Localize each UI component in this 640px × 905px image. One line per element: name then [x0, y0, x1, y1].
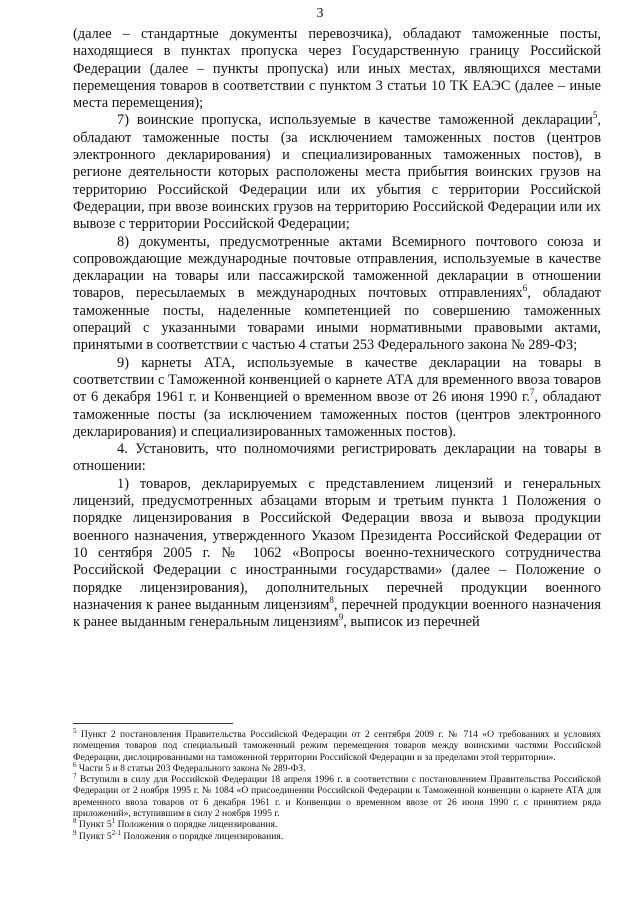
paragraph-text: 4. Установить, что полномочиями регистрировать декларации на товары в отношении:: [73, 441, 601, 475]
footnote-ref: 5: [592, 110, 598, 121]
footnote-ref: 9: [338, 612, 344, 623]
footnotes: [73, 726, 601, 842]
footnote: [73, 726, 601, 763]
paragraph-item-9: [73, 355, 601, 441]
body-text: [73, 26, 601, 631]
paragraph-text: 7) воинские пропуска, используемые в качестве таможенной декларации: [117, 112, 593, 129]
footnote-text: Пункт 2 постановления Правительства Российской Федерации от 2 сентября 2009 г. № 714 «О требованиях и условиях помещения товаров под специальный таможенный режим перемещения товаров между воинскими частями Российской Федерации, дислоцированными на таможенной территории Российской Федерации и за пределами этой территории».: [73, 729, 601, 763]
paragraph-section-4: [73, 441, 601, 476]
paragraph-text: 8) документы, предусмотренные актами Всемирного почтового союза и сопровождающие международные почтовые отправления, используемые в качестве декларации на товары или пассажирской таможенной декларации в отношении товаров, пересылаемых в международных почтовых отправлениях: [73, 233, 601, 302]
paragraph-item-8: [73, 234, 601, 355]
footnote-superscript: 2-1: [111, 828, 122, 837]
paragraph-text: (далее – стандартные документы перевозчика), обладают таможенные посты, находящиеся в пунктах пропуска через Государственную границу Российской Федерации (далее – пункты пропуска) или иных местах, являющихся местами перемещения товаров в соответствии с пунктом 3 статьи 10 ТК ЕАЭС (далее – иные места перемещения);: [73, 26, 601, 112]
footnote-text: Пункт 5: [76, 830, 112, 842]
footnote-mark: 5: [73, 726, 77, 735]
footnote-ref: 7: [529, 387, 535, 398]
paragraph-item-7: [73, 112, 601, 233]
footnote-mark: 9: [73, 828, 77, 837]
paragraph-text: 1) товаров, декларируемых с представлением лицензий и генеральных лицензий, предусмотренных абзацами вторым и третьим пункта 1 Положения о порядке лицензирования в Российской Федерации ввоза и вывоза продукции военного назначения, утвержденного Указом Президента Российской Федерации от 10 сентября 2005 г. № 1062 «Вопросы военно-технического сотрудничества Российской Федерации с иностранными государствами» (далее – Положение о порядке лицензирования), дополнительных перечней продукции военного назначения к ранее выданным лицензиям: [73, 475, 601, 613]
footnote-text: Вступили в силу для Российской Федерации 18 апреля 1996 г. в соответствии с постановлением Правительства Российской Федерации от 2 ноября 1995 г. № 1084 «О присоединении Российской Федерации к Таможенной конвенции о карнете АТА для временного ввоза товаров от 6 декабря 1961 г. и Конвенции о временном ввозе от 26 июня 1990 г. с принятием ряда приложений», вступившим в силу 2 ноября 1995 г.: [73, 774, 601, 820]
paragraph-text: 9) карнеты АТА, используемые в качестве декларации на товары в соответствии с Таможенной конвенцией о карнете АТА для временного ввоза товаров от 6 декабря 1961 г. и Конвенцией о временном ввозе от 26 июня 1990 г.: [73, 354, 601, 406]
footnote: [73, 760, 601, 774]
footnote-mark: 6: [73, 760, 77, 769]
footnote-text-tail: Положения о порядке лицензирования.: [121, 830, 284, 842]
footnote-text: Пункт 5: [76, 819, 112, 831]
paragraph-text-tail: , выписок из перечней: [343, 614, 480, 631]
footnote: [73, 828, 601, 842]
footnote-mark: 8: [73, 817, 77, 826]
paragraph-item-1: [73, 476, 601, 632]
footnote-text: Части 5 и 8 статьи 203 Федерального закона № 289-ФЗ.: [76, 762, 306, 774]
paragraph-continuation: [73, 26, 601, 112]
footnote-ref: 8: [329, 595, 334, 605]
footnote-text-tail: Положения о порядке лицензирования.: [115, 819, 278, 831]
footnote-ref: 6: [522, 283, 528, 294]
paragraph-text-tail: , обладают таможенные посты (за исключением таможенных постов (центров электронного декларирования) и специализированных таможенных постов).: [73, 389, 601, 440]
paragraph-text-tail: , перечней продукции военного назначения к ранее выданным генеральным лицензиям: [73, 596, 601, 631]
footnote: [73, 774, 601, 819]
footnote-superscript: 1: [111, 817, 116, 826]
paragraph-text-tail: , обладают таможенные посты (за исключением таможенных постов (центров электронного декларирования) и специализированных таможенных постов), в регионе деятельности которых расположены места прибытия воинских грузов на территорию Российской Федерации или их убытия с территории Российской Федерации, при ввозе воинских грузов на территорию Российской Федерации или их вывозе с территории Российской Федерации;: [73, 112, 601, 233]
footnote: [73, 819, 601, 830]
footnote-divider: [73, 723, 233, 724]
footnote-mark: 7: [73, 772, 77, 780]
page-number: 3: [316, 6, 324, 21]
paragraph-text-tail: , обладают таможенные посты, наделенные компетенцией по совершению таможенных операций с указанными товарами иными нормативными правовыми актами, принятыми в соответствии с частью 4 статьи 253 Федерального закона № 289-ФЗ;: [73, 285, 602, 354]
